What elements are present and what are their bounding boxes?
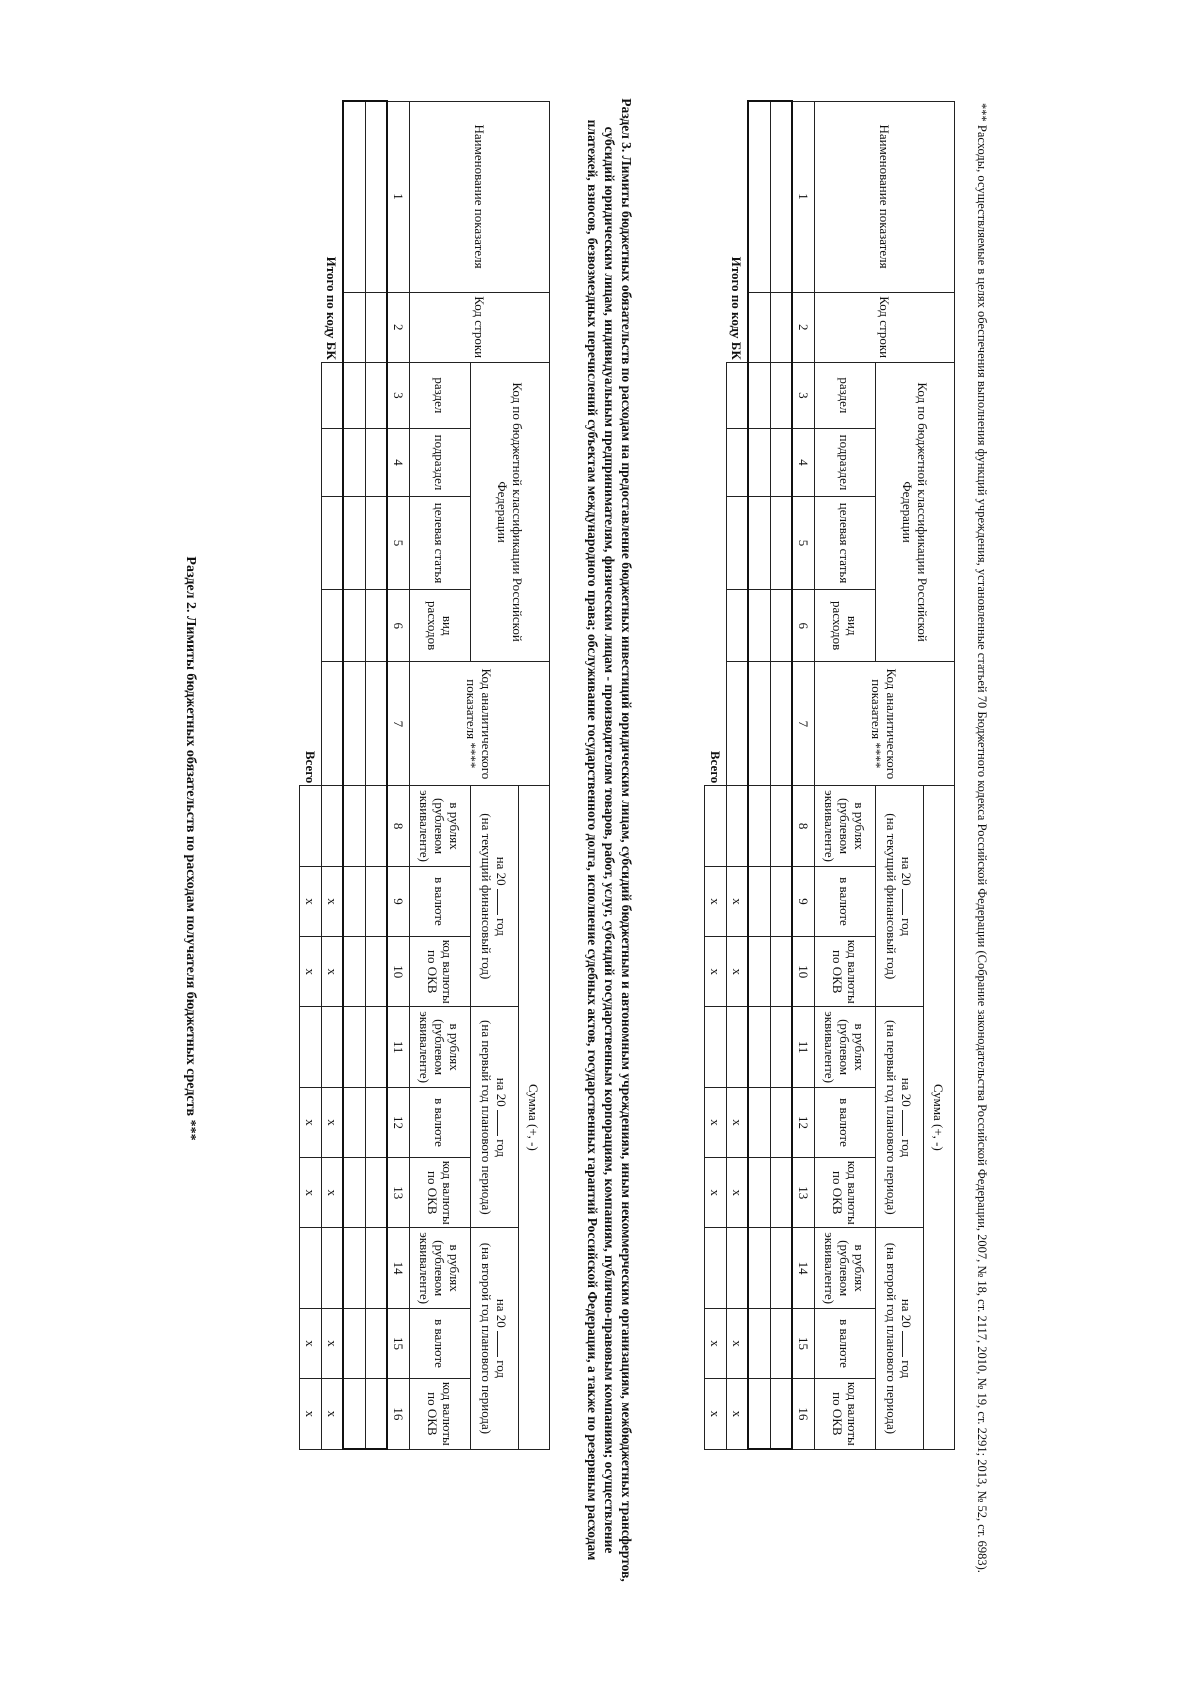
header-bk: Код по бюджетной классификации Российской Федерации xyxy=(471,362,550,662)
header-bk-type: вид расходов xyxy=(815,590,876,662)
section-2-title: Раздел 2. Лимиты бюджетных обязательств по расходам получателя бюджетных средств *** xyxy=(183,556,198,1141)
header-bk-subsection: подраздел xyxy=(815,428,876,496)
total-bk-label: Итого по коду БК xyxy=(324,256,340,360)
header-analytic: Код аналитического показателя **** xyxy=(815,662,955,786)
header-currency: в валюте xyxy=(815,866,876,936)
header-currency: в валюте xyxy=(410,1087,471,1157)
header-bk-section: раздел xyxy=(815,362,876,428)
header-rub: в рублях (рублевом эквиваленте) xyxy=(815,1228,876,1309)
data-row xyxy=(771,101,793,1449)
header-bk-type: вид расходов xyxy=(410,590,471,662)
header-code: Код строки xyxy=(410,292,550,362)
header-currency: в валюте xyxy=(815,1087,876,1157)
header-analytic: Код аналитического показателя **** xyxy=(410,662,550,786)
header-okv: код валюты по ОКВ xyxy=(410,1379,471,1449)
header-year-first: на 20 год (на первый год планового периода) xyxy=(471,1007,519,1228)
header-code: Код строки xyxy=(815,292,955,362)
header-okv: код валюты по ОКВ xyxy=(815,1158,876,1228)
header-sum: Сумма (+, -) xyxy=(519,786,550,1449)
footnote: *** Расходы, осуществляемые в целях обеспечения выполнения функций учреждения, установленные статьей 70 Бюджетного кодекса Российской Федерации (Собрание законодательства Российской Федерации, 2007, № 18, ст. 2117, 2010, № 19, ст. 2291; 2013, № 52, ст. 6983). xyxy=(975,103,989,1573)
header-name: Наименование показателя xyxy=(410,101,550,292)
header-bk-target: целевая статья xyxy=(410,497,471,590)
header-year-first: на 20 год (на первый год планового периода) xyxy=(876,1007,924,1228)
section-3-table xyxy=(704,100,955,1450)
header-rub: в рублях (рублевом эквиваленте) xyxy=(410,1007,471,1088)
header-okv: код валюты по ОКВ xyxy=(410,1158,471,1228)
header-bk-section: раздел xyxy=(410,362,471,428)
data-row xyxy=(749,101,771,1449)
header-name: Наименование показателя xyxy=(815,101,955,292)
data-row xyxy=(366,101,388,1449)
header-okv: код валюты по ОКВ xyxy=(815,937,876,1007)
total-bk-row: Итого по коду БК х х х х х х xyxy=(322,101,344,1449)
header-year-second: на 20 год (на второй год планового периода) xyxy=(471,1228,519,1449)
total-all-label: Всего xyxy=(707,750,723,784)
header-currency: в валюте xyxy=(410,1308,471,1378)
header-bk-subsection: подраздел xyxy=(410,428,471,496)
header-rub: в рублях (рублевом эквиваленте) xyxy=(815,786,876,867)
header-year-second: на 20 год (на второй год планового периода) xyxy=(876,1228,924,1449)
total-all-label: Всего xyxy=(302,750,318,784)
total-bk-row: Итого по коду БК х х х х х х xyxy=(727,101,749,1449)
header-okv: код валюты по ОКВ xyxy=(815,1379,876,1449)
section-3-title: Раздел 3. Лимиты бюджетных обязательств по расходам на предоставление бюджетных инвестиций юридическим лицам, субсидий бюджетным и автономным учреждениям, иным некоммерческим организациям, межбюджетных трансфертов, субсидий юридическим лицам, индивидуальным предпринимателям, физическим лицам - производителям товаров, работ, услуг, субсидий государственным корпорациям, компаниям, публично-правовым компаниям; осуществление платежей, взносов, безвозмездных перечислений субъектам международного права; обслуживание государственного долга, исполнение судебных актов, государственных гарантий Российской Федерации, а также по резервным расходам xyxy=(585,98,634,1582)
header-bk-target: целевая статья xyxy=(815,497,876,590)
header-year-current: на 20 год (на текущий финансовый год) xyxy=(471,786,519,1007)
header-rub: в рублях (рублевом эквиваленте) xyxy=(815,1007,876,1088)
total-all-row: Всего х х х х х х xyxy=(300,101,322,1449)
header-currency: в валюте xyxy=(410,866,471,936)
header-rub: в рублях (рублевом эквиваленте) xyxy=(410,1228,471,1309)
column-numbers-row: 1 2 3 4 5 6 7 8 9 10 11 12 13 14 15 16 xyxy=(793,101,815,1449)
total-bk-label: Итого по коду БК xyxy=(729,256,745,360)
header-bk: Код по бюджетной классификации Российской Федерации xyxy=(876,362,955,662)
header-rub: в рублях (рублевом эквиваленте) xyxy=(410,786,471,867)
header-currency: в валюте xyxy=(815,1308,876,1378)
data-row xyxy=(344,101,366,1449)
header-year-current: на 20 год (на текущий финансовый год) xyxy=(876,786,924,1007)
column-numbers-row: 1 2 3 4 5 6 7 8 9 10 11 12 13 14 15 16 xyxy=(388,101,410,1449)
header-okv: код валюты по ОКВ xyxy=(410,937,471,1007)
header-sum: Сумма (+, -) xyxy=(924,786,955,1449)
total-all-row: Всего х х х х х х xyxy=(705,101,727,1449)
section-2-table xyxy=(299,100,550,1450)
